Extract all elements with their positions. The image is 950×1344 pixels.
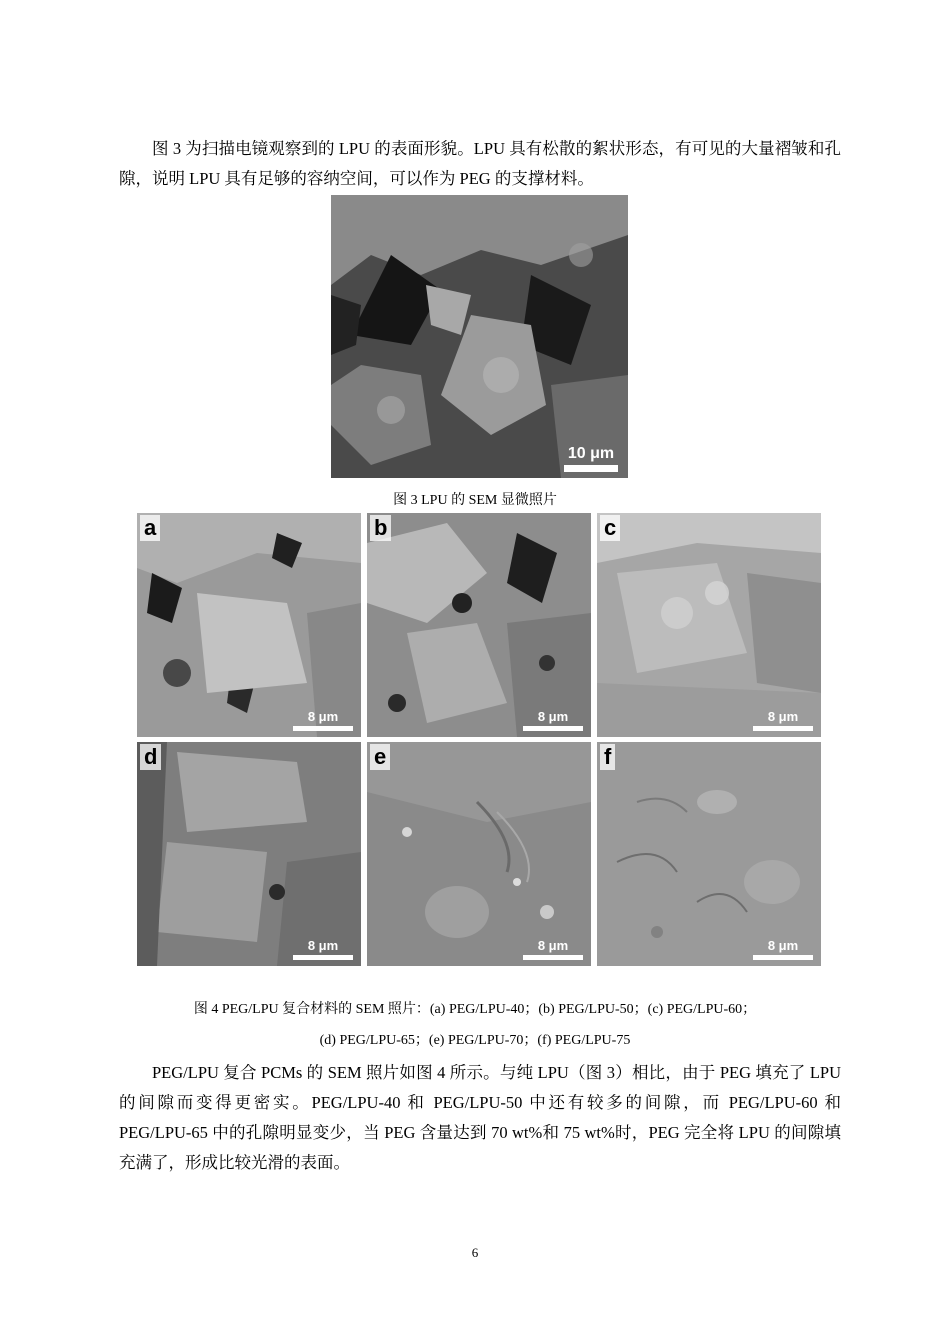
fig3-sem-image <box>331 195 628 478</box>
fig4-panel-a-scale-label: 8 μm <box>307 709 339 724</box>
fig4-panel-e-letter: e <box>370 744 390 770</box>
fig4-panel-f <box>597 742 821 966</box>
fig4-panel-c-scale-label: 8 μm <box>767 709 799 724</box>
page-number: 6 <box>471 1245 479 1260</box>
fig3-caption: 图 3 LPU 的 SEM 显微照片 <box>393 493 557 508</box>
body-paragraph-1: 图 3 为扫描电镜观察到的 LPU 的表面形貌。LPU 具有松散的絮状形态，有可见的大量褶皱和孔隙，说明 LPU 具有足够的容纳空间，可以作为 PEG 的支撑材料。 <box>119 139 841 188</box>
fig4-panel-a-scale-bar <box>293 710 353 731</box>
fig4-panel-e-scale-bar <box>523 939 583 960</box>
fig4-panel-f-scale-label: 8 μm <box>767 938 799 953</box>
fig4-panel-b-scale-label: 8 μm <box>537 709 569 724</box>
fig4-panel-b-scale-bar <box>523 710 583 731</box>
fig4-caption-line-1: 图 4 PEG/LPU 复合材料的 SEM 照片：(a) PEG/LPU-40；(b) PEG/LPU-50；(c) PEG/LPU-60； <box>193 1002 757 1017</box>
fig4-panel-c-scale-bar <box>753 710 813 731</box>
fig4-caption-line-2: (d) PEG/LPU-65；(e) PEG/LPU-70；(f) PEG/LPU-75 <box>319 1033 631 1048</box>
fig4-panel-d-letter: d <box>140 744 161 770</box>
fig4-panel-d <box>137 742 361 966</box>
fig4-panel-d-scale-bar <box>293 939 353 960</box>
fig4-panel-c-letter: c <box>600 515 620 541</box>
fig4-panel-d-scale-label: 8 μm <box>307 938 339 953</box>
fig4-panel-b <box>367 513 591 737</box>
fig4-panel-a <box>137 513 361 737</box>
body-paragraph-2: PEG/LPU 复合 PCMs 的 SEM 照片如图 4 所示。与纯 LPU（图 3）相比，由于 PEG 填充了 LPU 的间隙而变得更密实。PEG/LPU-40 和 PEG/LPU-50 中还有较多的间隙，而 PEG/LPU-60 和 PEG/LPU-65 中的孔隙明显变少，当 PEG 含量达到 70 wt%和 75 wt%时，PEG 完全将 LPU 的间隙填充满了，形成比较光滑的表面。 <box>119 1063 841 1172</box>
fig4-panel-e <box>367 742 591 966</box>
fig4-panel-f-letter: f <box>600 744 615 770</box>
fig4-panel-a-letter: a <box>140 515 160 541</box>
fig3-scale-label: 10 μm <box>567 445 615 462</box>
fig4-panel-b-letter: b <box>370 515 391 541</box>
fig3-scale-bar <box>564 445 618 472</box>
fig4-panel-c <box>597 513 821 737</box>
fig4-panel-f-scale-bar <box>753 939 813 960</box>
fig4-panel-e-scale-label: 8 μm <box>537 938 569 953</box>
